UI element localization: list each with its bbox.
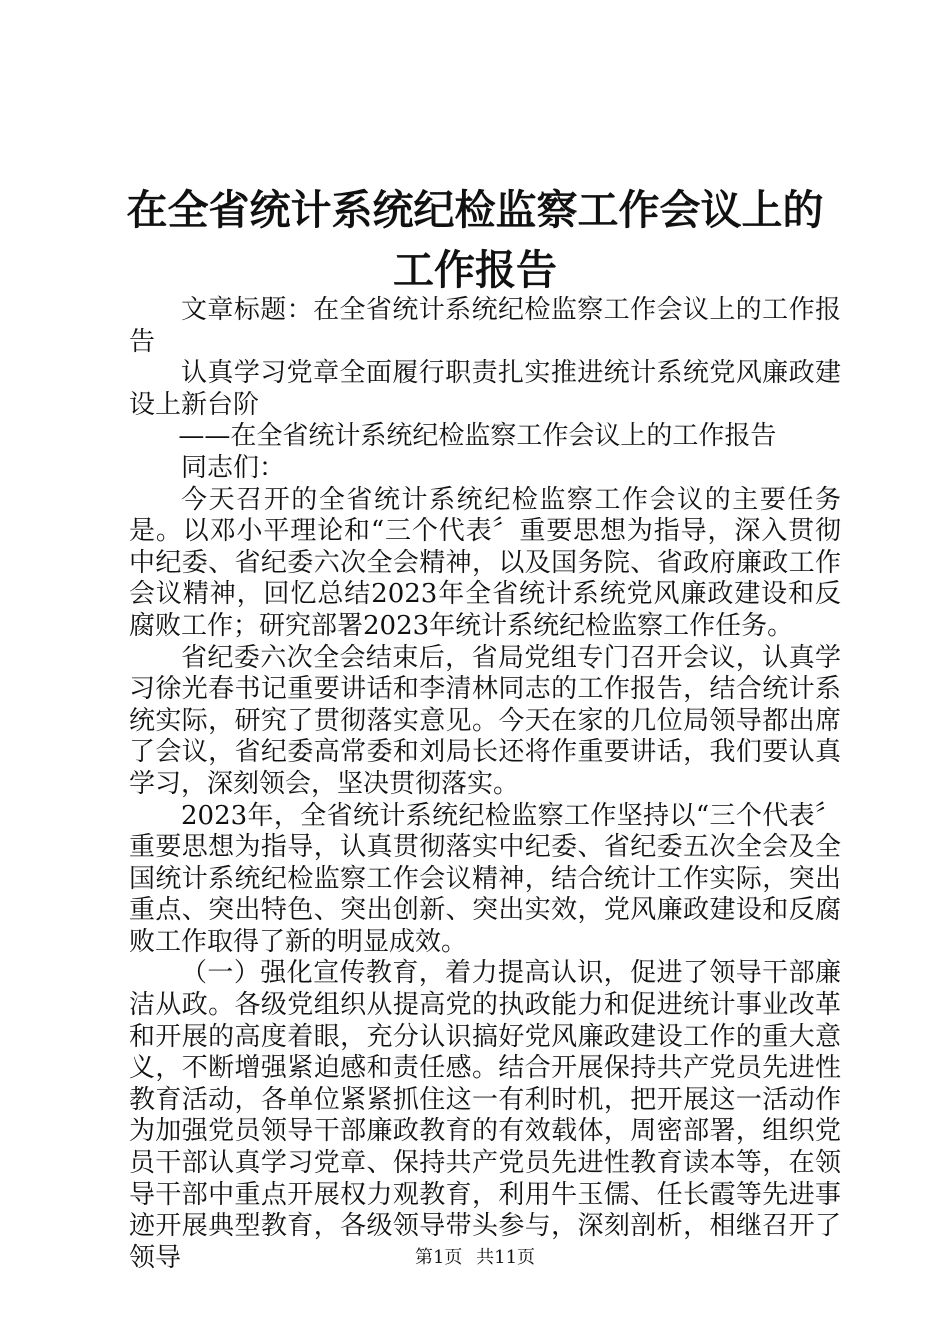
body-paragraph: 2023年，全省统计系统纪检监察工作坚持以“三个代表〞重要思想为指导，认真贯彻落实中纪委、省纪委五次全会及全国统计系统纪检监察工作会议精神，结合统计工作实际，突出重点、突出特色、突出创新、突出实效，党风廉政建设和反腐败工作取得了新的明显成效。 — [129, 800, 841, 957]
page-number: 第1页 — [414, 1247, 463, 1268]
page-footer — [0, 1243, 950, 1269]
article-title-line: 文章标题：在全省统计系统纪检监察工作会议上的工作报告 — [129, 295, 841, 357]
body-paragraph: 今天召开的全省统计系统纪检监察工作会议的主要任务是。以邓小平理论和“三个代表〞重要思想为指导，深入贯彻中纪委、省纪委六次全会精神，以及国务院、省政府廉政工作会议精神，回忆总结2023年全省统计系统党风廉政建设和反腐败工作；研究部署2023年统计系统纪检监察工作任务。 — [129, 484, 841, 641]
body-paragraph: 省纪委六次全会结束后，省局党组专门召开会议，认真学习徐光春书记重要讲话和李清林同志的工作报告，结合统计系统实际，研究了贯彻落实意见。今天在家的几位局领导都出席了会议，省纪委高常委和刘局长还将作重要讲话，我们要认真学习，深刻领会，坚决贯彻落实。 — [129, 642, 841, 799]
document-title: 在全省统计系统纪检监察工作会议上的工作报告 — [126, 186, 824, 294]
page-total: 共11页 — [476, 1247, 536, 1268]
body-paragraph: （一）强化宣传教育，着力提高认识，促进了领导干部廉洁从政。各级党组织从提高党的执政能力和促进统计事业改革和开展的高度着眼，充分认识搞好党风廉政建设工作的重大意义，不断增强紧迫感和责任感。结合开展保持共产党员先进性教育活动，各单位紧紧抓住这一有利时机，把开展这一活动作为加强党员领导干部廉政教育的有效载体，周密部署，组织党员干部认真学习党章、保持共产党员先进性教育读本等，在领导干部中重点开展权力观教育，利用牛玉儒、任长霞等先进事迹开展典型教育，各级领导带头参与，深刻剖析，相继召开了领导 — [129, 958, 841, 1273]
report-main-title: 认真学习党章全面履行职责扎实推进统计系统党风廉政建设上新台阶 — [129, 358, 841, 420]
salutation: 同志们： — [181, 452, 286, 483]
report-subtitle: ——在全省统计系统纪检监察工作会议上的工作报告 — [178, 421, 777, 452]
document-body — [129, 295, 841, 1274]
